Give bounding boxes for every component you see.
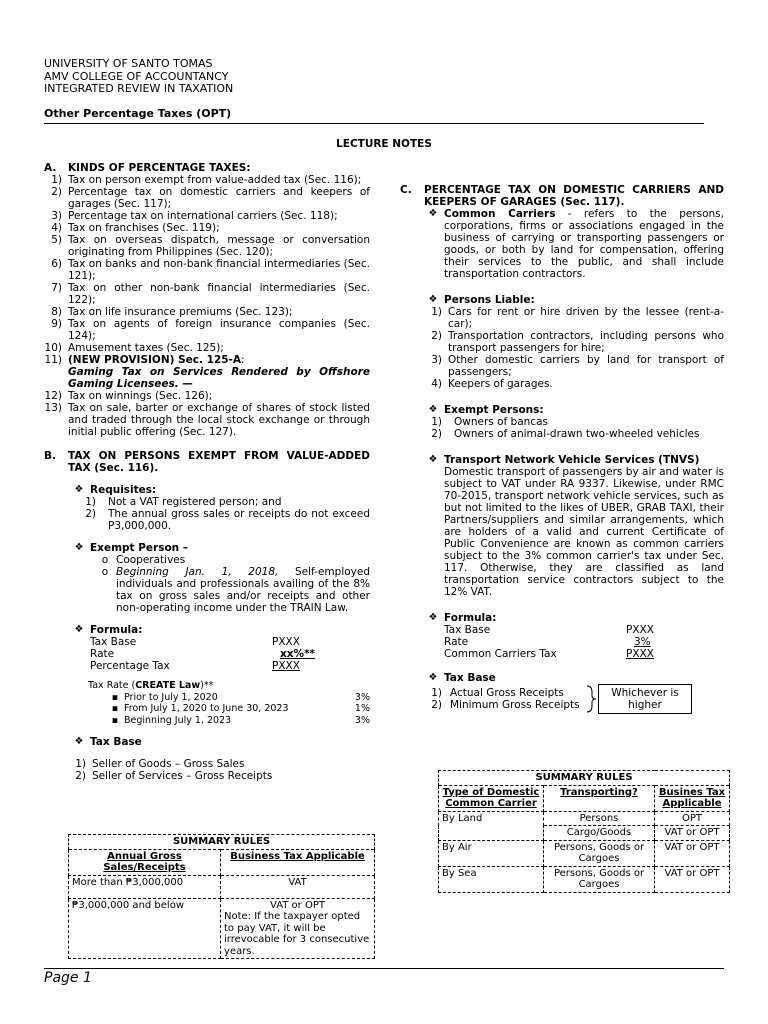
header-course: INTEGRATED REVIEW IN TAXATION <box>44 82 234 95</box>
section-a-title: A. KINDS OF PERCENTAGE TAXES: <box>44 162 251 174</box>
exempt-item: o Beginning Jan. 1, 2018, Self-employed individuals and professionals availing of the 8% tax on gross sales and/or receipts and other non-operating income under the TRAIN Law. <box>94 566 370 614</box>
diamond-bullet-icon: ❖ <box>74 624 84 635</box>
tax-rate-heading: Tax Rate (CREATE Law)** <box>88 680 214 691</box>
table-row: By Land Persons OPT <box>439 811 730 826</box>
list-item: 1) Not a VAT registered person; and <box>85 496 282 508</box>
percentage-tax-kinds-list <box>44 174 370 438</box>
requisites-heading: ❖ Requisites: <box>68 484 370 496</box>
curly-brace-icon <box>584 684 598 714</box>
exempt-person-heading: ❖ Exempt Person – <box>68 542 370 554</box>
list-item: 1) Tax on person exempt from value-added tax (Sec. 116); <box>51 174 362 186</box>
exempt-persons-heading: ❖ Exempt Persons: <box>422 404 724 416</box>
diamond-bullet-icon: ❖ <box>428 612 438 623</box>
diamond-bullet-icon: ❖ <box>74 484 84 495</box>
table-row: By Sea Persons, Goods or Cargoes VAT or OPT <box>439 866 730 892</box>
tax-rate-list: ▪ Prior to July 1, 2020 3% ▪ From July 1, 2020 to June 30, 2023 1% ▪ Beginning July 1, 2023 3% <box>106 692 370 727</box>
requisites-list <box>78 496 370 532</box>
formula-heading: ❖ Formula: <box>422 612 724 624</box>
list-item: 13) Tax on sale, barter or exchange of shares of stock listed and traded through the local stock exchange or through initial public offering (Sec. 127). <box>44 402 370 438</box>
tax-base-heading: ❖ Tax Base <box>68 736 370 748</box>
formula-heading: ❖ Formula: <box>68 624 370 636</box>
list-item: 2) Seller of Services – Gross Receipts <box>75 770 273 782</box>
list-item: 10) Amusement taxes (Sec. 125); <box>44 342 224 354</box>
table-header: Transporting? <box>544 785 655 811</box>
diamond-bullet-icon: ❖ <box>74 736 84 747</box>
exempt-persons-list <box>424 416 724 440</box>
list-item: 1) Actual Gross Receipts <box>431 687 564 699</box>
whichever-higher-box: Whichever is higher <box>598 684 692 714</box>
table-header: Type of Domestic Common Carrier <box>439 785 544 811</box>
list-item: 6) Tax on banks and non-bank financial intermediaries (Sec. 121); <box>51 258 370 282</box>
summary-rules-table-vat <box>68 834 375 959</box>
diamond-bullet-icon: ❖ <box>428 404 438 415</box>
square-bullet-icon: ▪ <box>111 714 119 726</box>
tax-base-heading: ❖ Tax Base <box>422 672 724 684</box>
circle-bullet-icon: o <box>101 566 109 578</box>
tax-base-list <box>424 687 584 711</box>
formula-block: Tax Base PXXX Rate 3% Common Carriers Tax PXXX <box>444 624 654 660</box>
list-item: 2) Owners of animal-drawn two-wheeled vehicles <box>431 428 700 440</box>
summary-title: SUMMARY RULES <box>69 835 375 850</box>
section-c-title: C. PERCENTAGE TAX ON DOMESTIC CARRIERS AND KEEPERS OF GARAGES (Sec. 117). <box>400 184 724 208</box>
summary-title: SUMMARY RULES <box>439 771 730 786</box>
subject-title: Other Percentage Taxes (OPT) <box>44 107 232 120</box>
list-item: 2) Transportation contractors, including persons who transport passengers for hire; <box>431 330 724 354</box>
lecture-notes-title: LECTURE NOTES <box>336 138 432 150</box>
circle-bullet-icon: o <box>101 554 109 566</box>
persons-liable-heading: ❖ Persons Liable: <box>422 294 724 306</box>
table-header: Busines Tax Applicable <box>655 785 730 811</box>
list-item: 3) Percentage tax on international carriers (Sec. 118); <box>51 210 338 222</box>
list-item: 1) Seller of Goods – Gross Sales <box>75 758 245 770</box>
page-number: Page 1 <box>44 970 92 986</box>
list-item: 12) Tax on winnings (Sec. 126); <box>44 390 213 402</box>
header-divider <box>44 123 704 124</box>
list-item-new-provision: 11) (NEW PROVISION) Sec. 125-A: Gaming Tax on Services Rendered by Offshore Gaming Licensees. — <box>44 354 370 390</box>
table-row: Cargo/Goods VAT or OPT <box>439 826 730 841</box>
table-row: More than ₱3,000,000 VAT <box>69 875 375 898</box>
diamond-bullet-icon: ❖ <box>428 208 438 219</box>
left-column <box>44 162 370 782</box>
table-row: By Air Persons, Goods or Cargoes VAT or OPT <box>439 840 730 866</box>
diamond-bullet-icon: ❖ <box>428 294 438 305</box>
right-column <box>400 184 724 714</box>
table-row: ₱3,000,000 and below VAT or OPT Note: If the taxpayer opted to pay VAT, it will be irrevocable for 3 consecutive years. <box>69 898 375 959</box>
exempt-item: o Cooperatives <box>94 554 370 566</box>
list-item: 5) Tax on overseas dispatch, message or conversation originating from Philippines (Sec. 120); <box>51 234 370 258</box>
square-bullet-icon: ▪ <box>111 691 119 703</box>
diamond-bullet-icon: ❖ <box>74 542 84 553</box>
list-item: 1) Owners of bancas <box>431 416 548 428</box>
formula-block: Tax Base PXXX Rate xx%** Percentage Tax PXXX <box>90 636 316 672</box>
list-item: 2) Percentage tax on domestic carriers and keepers of garages (Sec. 117); <box>51 186 370 210</box>
summary-rules-table-carriers <box>438 770 730 893</box>
list-item: 3) Other domestic carriers by land for transport of passengers; <box>431 354 724 378</box>
list-item: 4) Keepers of garages. <box>431 378 553 390</box>
section-b-title: B. TAX ON PERSONS EXEMPT FROM VALUE-ADDED TAX (Sec. 116). <box>44 450 370 474</box>
tnvs-heading: ❖ Transport Network Vehicle Services (TNVS) <box>422 454 724 466</box>
list-item: 1) Cars for rent or hire driven by the lessee (rent-a-car); <box>431 306 724 330</box>
list-item: 4) Tax on franchises (Sec. 119); <box>51 222 220 234</box>
list-item: 2) The annual gross sales or receipts do not exceed P3,000,000. <box>85 508 370 532</box>
list-item: 7) Tax on other non-bank financial intermediaries (Sec. 122); <box>51 282 370 306</box>
header-university: UNIVERSITY OF SANTO TOMAS <box>44 57 213 70</box>
footer-divider <box>44 968 724 969</box>
header-college: AMV COLLEGE OF ACCOUNTANCY <box>44 69 229 83</box>
diamond-bullet-icon: ❖ <box>428 672 438 683</box>
document-header <box>44 58 233 96</box>
persons-liable-list <box>424 306 724 390</box>
tnvs-text: Domestic transport of passengers by air and water is subject to VAT under RA 9337. Likewise, under RMC 70-2015, transport network vehicle services, such as but not limited to the likes of UBER, GRAB TAXI, their Partners/suppliers and similar arrangements, which are holders of a valid and current Certificate of Public Convenience are known as common carriers subject to the 3% common carrier's tax under Sec. 117. Otherwise, they are classified as land transportation service contractors subject to the 12% VAT. <box>444 466 724 598</box>
list-item: 2) Minimum Gross Receipts <box>431 699 580 711</box>
diamond-bullet-icon: ❖ <box>428 454 438 465</box>
table-header: Business Tax Applicable <box>221 849 375 875</box>
table-header: Annual Gross Sales/Receipts <box>69 849 221 875</box>
tax-base-list <box>68 758 370 782</box>
list-item: 8) Tax on life insurance premiums (Sec. 123); <box>51 306 293 318</box>
square-bullet-icon: ▪ <box>111 703 119 714</box>
common-carriers-definition: ❖ Common Carriers - refers to the persons, corporations, firms or associations engaged in the business of carrying or transporting passengers or goods, or both by land for compensation, offering their services to the public, and shall include transportation contractors. <box>422 208 724 280</box>
list-item: 9) Tax on agents of foreign insurance companies (Sec. 124); <box>51 318 370 342</box>
